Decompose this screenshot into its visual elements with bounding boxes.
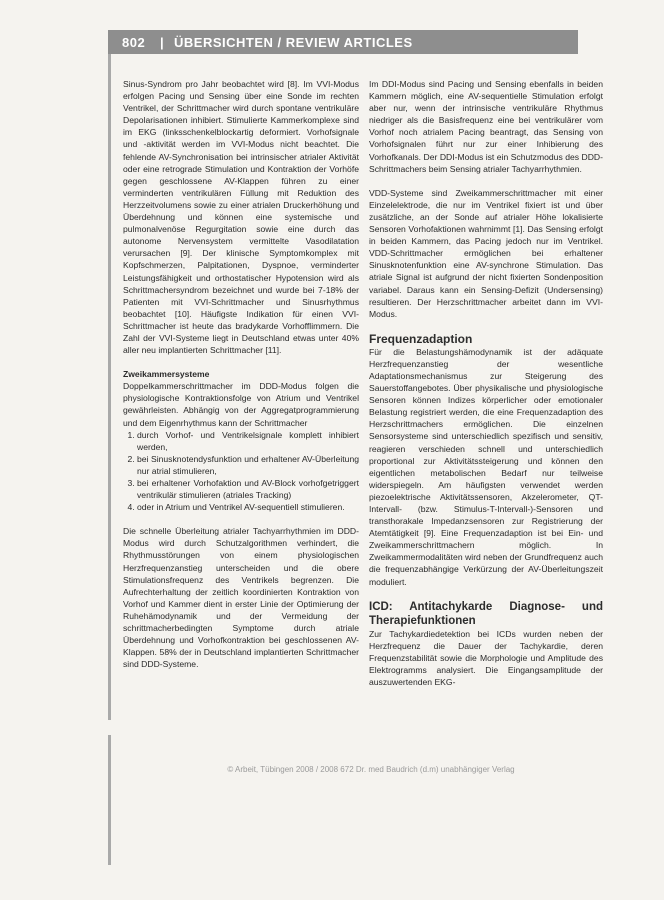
list-item: 3. bei erhaltener Vorhofaktion und AV-Block vorhofgetriggert ventrikulär stimulieren (atriales Tracking) xyxy=(137,477,359,501)
page-footer: © Arbeit, Tübingen 2008 / 2008 672 Dr. med Baudrich (d.m) unabhängiger Verlag xyxy=(227,765,515,774)
page-number: 802 xyxy=(122,35,146,50)
numbered-list xyxy=(123,429,359,514)
right-column xyxy=(369,78,603,688)
header-separator: | xyxy=(160,35,165,50)
left-column xyxy=(123,78,359,670)
section-title: ÜBERSICHTEN / REVIEW ARTICLES xyxy=(174,35,413,50)
margin-rule xyxy=(108,30,111,720)
paragraph: Die schnelle Überleitung atrialer Tachyarrhythmien im DDD-Modus wird durch Schutzalgorithmen verhindert, die Rhythmusstörungen von einem physiologischen Herzfrequenzanstieg unterscheiden und die obere Stimulationsfrequenz des Ventrikels begrenzen. Die Aufrechterhaltung der zeitlich koordinierten Kontraktion von Vorhof und Kammer dient in erster Linie der Optimierung der Ruhehämodynamik und der Vermeidung der schrittmacherbedingten Symptome durch atriale Überdehnung und Vorhofkontraktion bei geschlossenen AV-Klappen. 58% der in Deutschland implantierten Schrittmacher sind DDD-Systeme. xyxy=(123,526,359,670)
list-item: 2. bei Sinusknotendysfunktion und erhaltener AV-Überleitung nur atrial stimulieren, xyxy=(137,453,359,477)
paragraph: Zur Tachykardiedetektion bei ICDs wurden neben der Herzfrequenz die Dauer der Tachykardie, deren Frequenzstabilität sowie die Morphologie und Amplitude des Elektrogramms analysiert. Die Eingangsamplitude der auszuwertenden EKG- xyxy=(369,628,603,688)
paragraph: Im DDI-Modus sind Pacing und Sensing ebenfalls in beiden Kammern möglich, eine AV-sequentielle Stimulation erfolgt aber nur, wenn der intrinsische ventrikuläre Rhythmus niedriger als die Basisfrequenz eine bei ventrikulärer vom Vorhof noch atrialem Pacing beantragt, das Sensing von Vorhofsignalen führt nur zur einer Inhibierung des Vorhofkanals. Der DDI-Modus ist ein Schutzmodus des DDD-Schrittmachers beim Sensing atrialer Tachyarrhythmien. xyxy=(369,79,603,174)
heading-frequenzadaption: Frequenzadaption xyxy=(369,331,473,346)
heading-icd: ICD: Antitachykarde Diagnose- und Therapiefunktionen xyxy=(369,600,603,627)
paragraph: Doppelkammerschrittmacher im DDD-Modus folgen die physiologische Kontraktionsfolge von Atrium und Ventrikel gewährleisten. Abhängig von der Aggregatprogrammierung und dem Eigenrhythmus kann der Schrittmacher xyxy=(123,381,359,428)
margin-rule-lower xyxy=(108,735,111,865)
page-header xyxy=(108,30,578,54)
list-item: 1. durch Vorhof- und Ventrikelsignale komplett inhibiert werden, xyxy=(137,429,359,453)
list-item: 4. oder in Atrium und Ventrikel AV-sequentiell stimulieren. xyxy=(137,501,359,513)
paragraph: VDD-Systeme sind Zweikammerschrittmacher mit einer Einzelelektrode, die nur im Ventrikel fixiert ist und über zusätzliche, an der Sonde auf atrialer Höhe lokalisierte Sensoren Vorhofaktionen wahrnimmt [1]. Das Sensing erfolgt in beiden Kammern, das Pacing jedoch nur im Ventrikel. VDD-Schrittmacher ermöglichen bei erhaltener Sinusknotenfunktion eine AV-synchrone Stimulation. Das atriale Signal ist aufgrund der nicht fixierten Sondenposition variabel. Daraus kann ein Sensing-Defizit (Undersensing) resultieren. Der Herzschrittmacher arbeitet dann im VVI-Modus. xyxy=(369,187,603,319)
subheading-zweikammersysteme: Zweikammersysteme xyxy=(123,369,210,380)
paragraph: Sinus-Syndrom pro Jahr beobachtet wird [8]. Im VVI-Modus erfolgen Pacing und Sensing über eine Sonde im rechten Ventrikel, der Schrittmacher wird durch spontane ventrikuläre Depolarisationen inhibiert. Stimulierte Kammerkomplexe sind im EKG (linksschenkelblockartig deformiert. Vorhofsignale und -aktivität werden im VVI-Modus nicht beachtet. Die fehlende AV-Synchronisation bei intrinsischer atrialer Aktivität oder eine retrograde Stimulation und Kontraktion der Vorhöfe gegen geschlossene AV-Klappen führen zu einer verminderten ventrikulären Füllung mit Reduktion des Herzzeitvolumens sowie zu einer atrialen Druckerhöhung und Überdehnung und können eine systemische und pulmonalvenöse Regurgitation sowie eine durch das autonome Nervensystem vermittelte Vasodilatation verursachen [9]. Der klinische Symptomkomplex mit Kopfschmerzen, Palpitationen, Dyspnoe, verminderter Leistungsfähigkeit und orthostatischer Hypotension wird als Schrittmachersyndrom bezeichnet und wurde bei 7-18% der Patienten mit VVI-Schrittmacher und Sinusrhythmus beobachtet [10]. Häufigste Indikation für einen VVI-Schrittmacher ist heute das bradykarde Vorhofflimmern. Die Zahl der VVI-Systeme liegt in Deutschland etwas unter 40% aller neu implantierten Schrittmacher [11]. xyxy=(123,79,359,356)
paragraph: Für die Belastungshämodynamik ist der adäquate Herzfrequenzanstieg der wesentliche Adaptationsmechanismus zur Steigerung des Sauerstoffangebotes. Über physikalische und physiologische Sensoren können Indizes körperlicher oder emotionaler Belastung registriert werden, die eine Frequenzadaption des Herzschrittmachers ermöglichen. Die einzelnen Sensorsysteme sind unterschiedlich spezifisch und sensitiv, reagieren verschieden schnell und unterschiedlich proportional zur Aktivitätssteigerung und können den eigentlichen metabolischen Bedarf nur teilweise widerspiegeln. Am häufigsten verwendet werden piezoelektrische Aktivitätssensoren, Akzelerometer, QT-Intervall- (bzw. Stimulus-T-Intervall-)-Sensoren und transthorakale Impedanzsensoren zur Registrierung der Atemtätigkeit [9]. Eine Frequenzadaption ist bei Ein- und Zweikammerschrittmachern möglich. In Zweikammermodalitäten wird neben der Grundfrequenz auch die frequenzabhängige Verkürzung der AV-Überleitungszeit moduliert. xyxy=(369,346,603,587)
